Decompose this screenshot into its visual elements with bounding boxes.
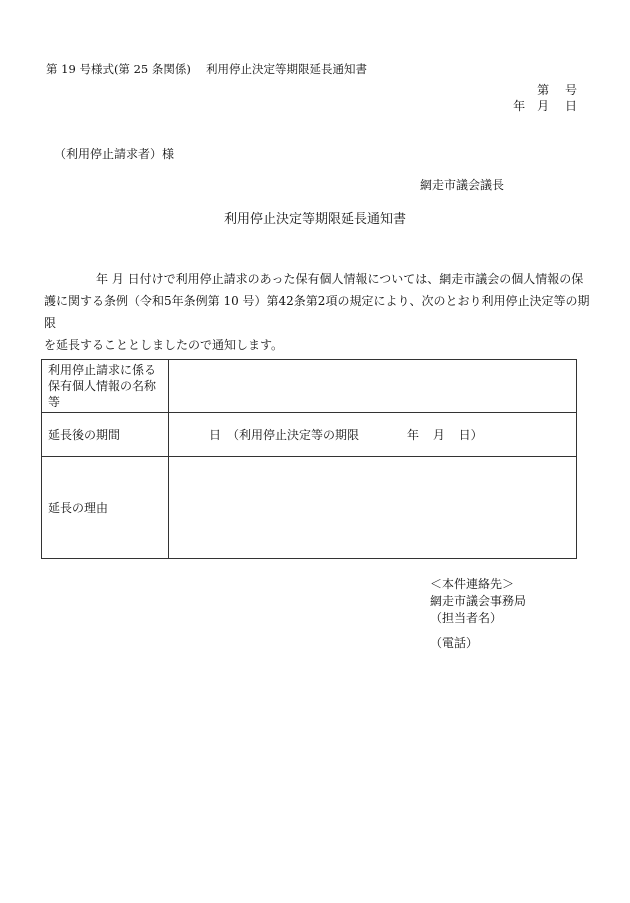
document-number: 第 号 (537, 83, 577, 97)
document-title: 利用停止決定等期限延長通知書 (223, 212, 406, 227)
contact-office: 網走市議会事務局 (430, 594, 527, 608)
contact-person: （担当者名） (430, 611, 503, 625)
extended-period-label: 延長後の期間 (42, 413, 169, 457)
body-line-2: 護に関する条例（令和5年条例第 10 号）第42条第2項の規定により、次のとおり利用停止決定等の期限 (44, 294, 590, 330)
table-row-information-name (42, 360, 577, 413)
contact-heading: ＜本件連絡先＞ (430, 577, 515, 591)
reason-value (169, 457, 577, 559)
extended-period-value (169, 413, 577, 457)
information-name-label: 利用停止請求に係る保有個人情報の名称等 (42, 360, 169, 413)
period-day: 日 (209, 428, 222, 442)
reason-label: 延長の理由 (42, 457, 169, 559)
document-date: 年 月 日 (513, 99, 577, 113)
sender-name: 網走市議会議長 (420, 178, 505, 192)
notice-body (44, 268, 592, 356)
body-line-3: を延長することとしましたので通知します。 (44, 338, 284, 352)
form-number-label: 第 19 号様式(第 25 条関係) 利用停止決定等期限延長通知書 (46, 62, 368, 76)
table-row-extended-period (42, 413, 577, 457)
period-deadline-date: 年 月 日） (407, 428, 483, 442)
contact-phone: （電話） (430, 636, 479, 650)
period-deadline-note: （利用停止決定等の期限 (227, 428, 360, 442)
contact-block (430, 576, 526, 652)
body-line-1: 年 月 日付けで利用停止請求のあった保有個人情報については、網走市議会の個人情報の保 (96, 272, 584, 286)
recipient-name: （利用停止請求者）様 (54, 147, 175, 161)
extension-info-table (41, 359, 577, 559)
table-row-reason (42, 457, 577, 559)
information-name-value (169, 360, 577, 413)
